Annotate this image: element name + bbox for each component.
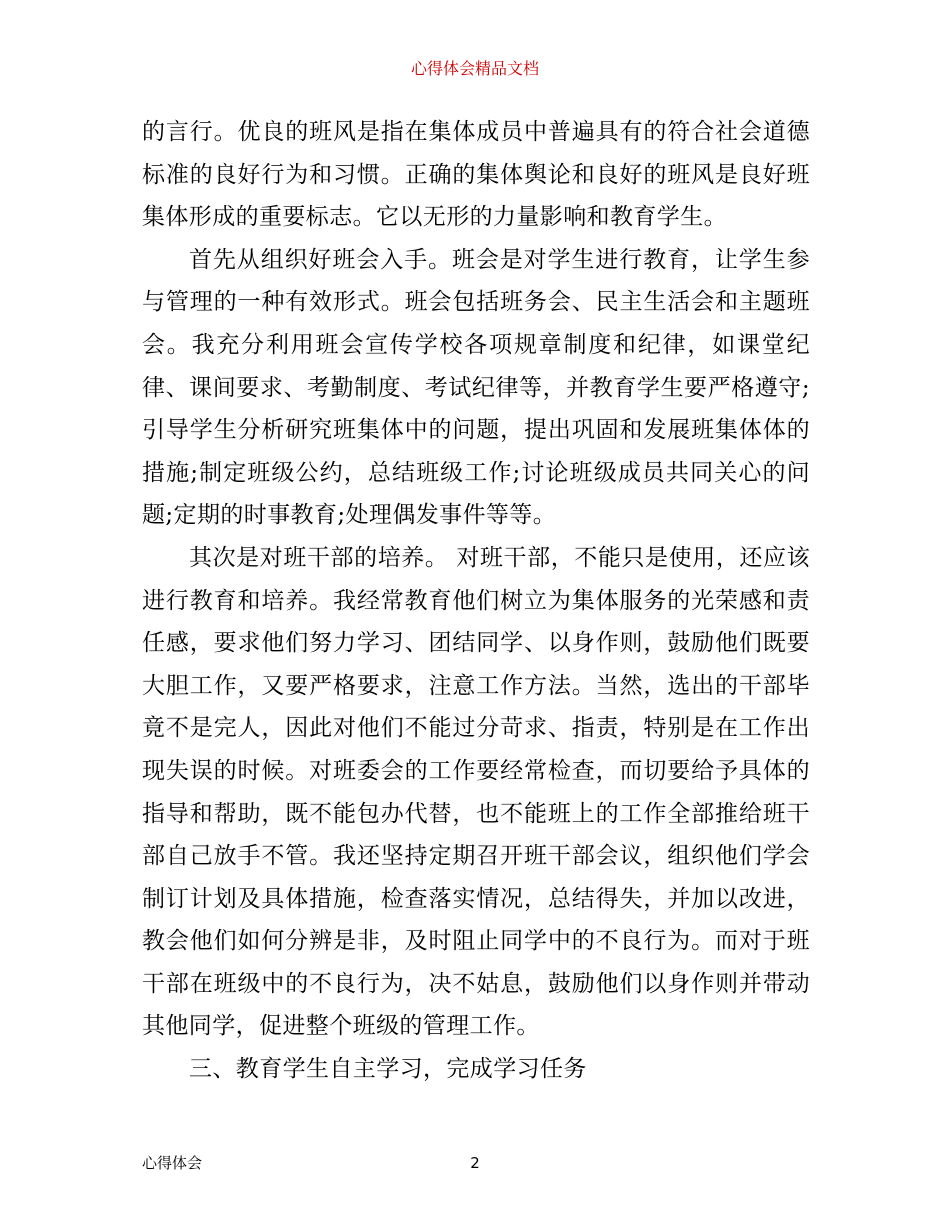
paragraph-2: 首先从组织好班会入手。班会是对学生进行教育，让学生参与管理的一种有效形式。班会包括班务会、民主生活会和主题班会。我充分利用班会宣传学校各项规章制度和纪律，如课堂纪律、课间要求、考勤制度、考试纪律等，并教育学生要严格遵守;引导学生分析研究班集体中的问题，提出巩固和发展班集体体的措施;制定班级公约，总结班级工作;讨论班级成员共同关心的问题;定期的时事教育;处理偶发事件等等。: [142, 246, 810, 529]
document-body: [142, 111, 810, 1091]
footer-label: 心得体会: [142, 1154, 203, 1172]
page-header-title: 心得体会精品文档: [410, 59, 539, 78]
page-number: 2: [470, 1154, 480, 1172]
section-heading: 三、教育学生自主学习，完成学习任务: [189, 1056, 587, 1083]
paragraph-3: 其次是对班干部的培养。 对班干部，不能只是使用，还应该进行教育和培养。我经常教育他们树立为集体服务的光荣感和责任感，要求他们努力学习、团结同学、以身作则，鼓励他们既要大胆工作，又要严格要求，注意工作方法。当然，选出的干部毕竟不是完人，因此对他们不能过分苛求、指责，特别是在工作出现失误的时候。对班委会的工作要经常检查，而切要给予具体的指导和帮助，既不能包办代替，也不能班上的工作全部推给班干部自己放手不管。我还坚持定期召开班干部会议，组织他们学会制订计划及具体措施，检查落实情况，总结得失，并加以改进，教会他们如何分辨是非，及时阻止同学中的不良行为。而对于班干部在班级中的不良行为，决不姑息，鼓励他们以身作则并带动其他同学，促进整个班级的管理工作。: [142, 544, 810, 1040]
paragraph-1: 的言行。优良的班风是指在集体成员中普遍具有的符合社会道德标准的良好行为和习惯。正确的集体舆论和良好的班风是良好班集体形成的重要标志。它以无形的力量影响和教育学生。: [142, 119, 810, 231]
